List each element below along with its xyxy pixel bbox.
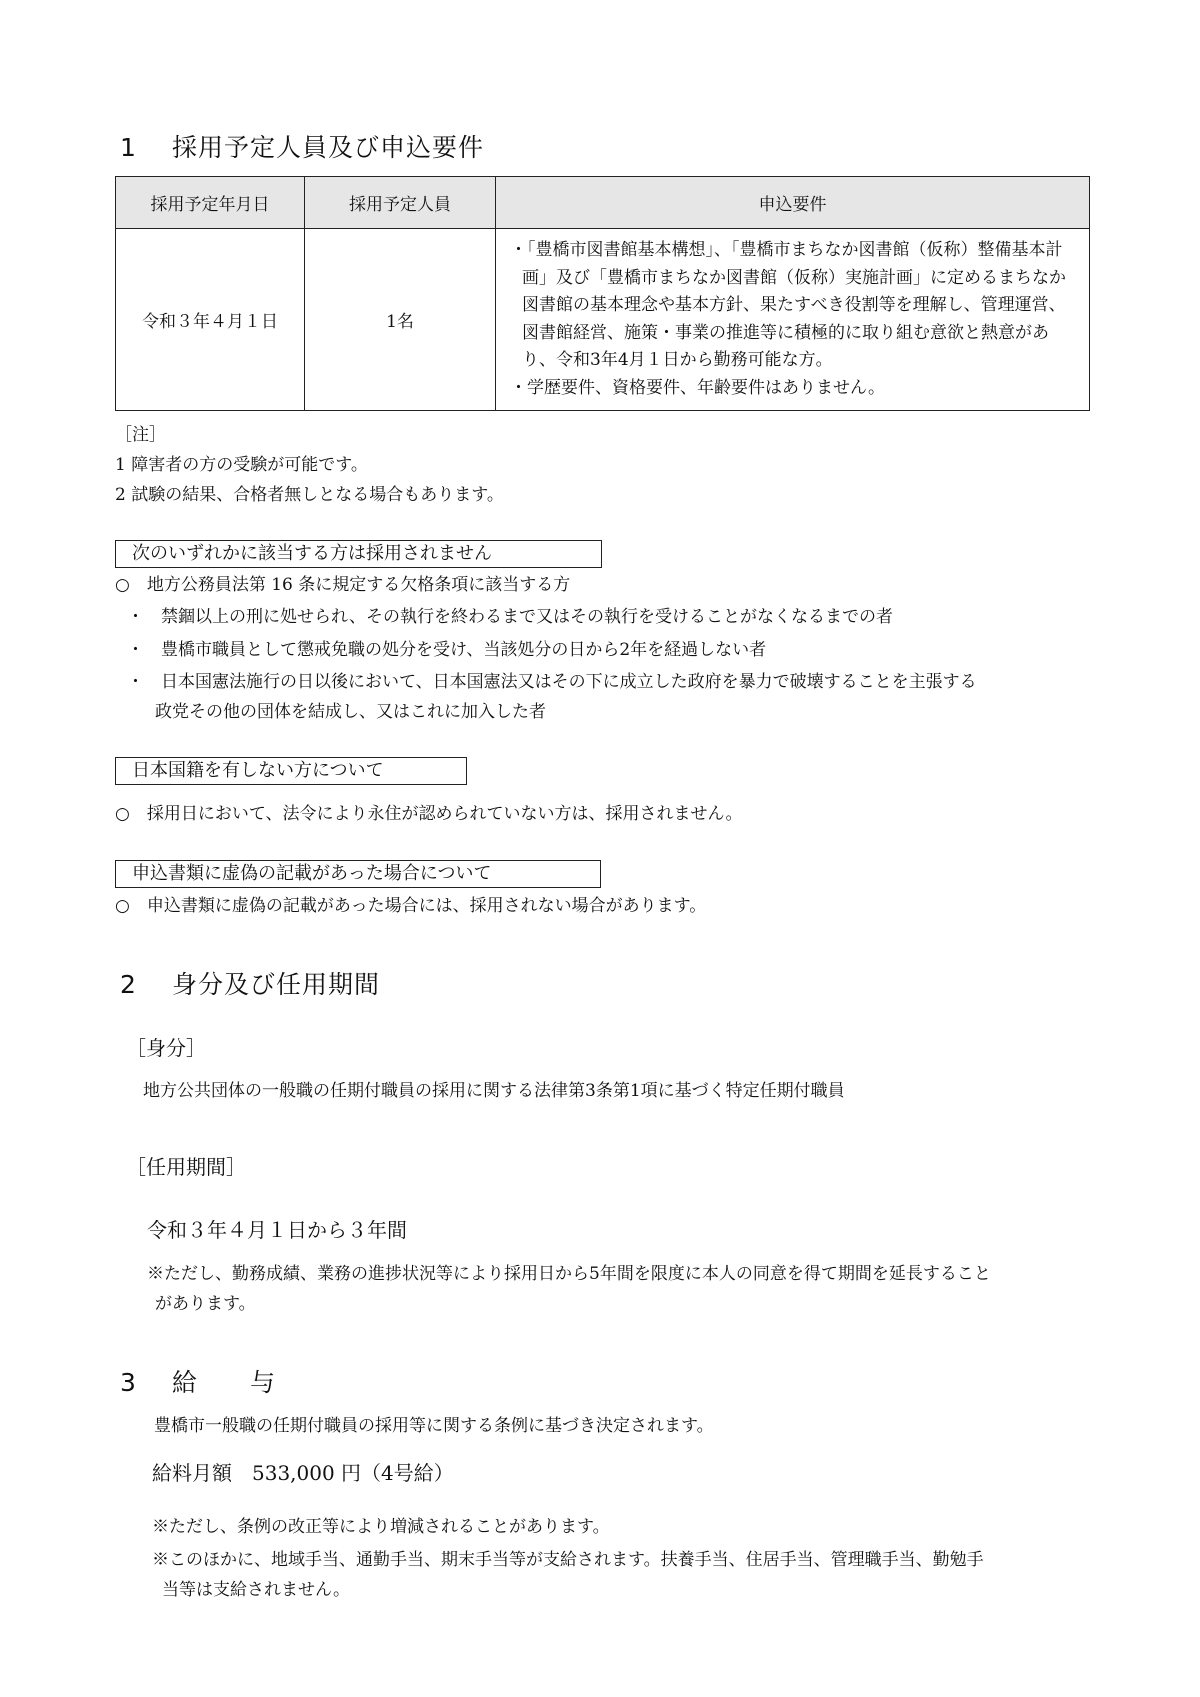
section1-heading <box>120 128 484 164</box>
cell-requirements <box>496 229 1090 411</box>
salary-intro: 豊橋市一般職の任期付職員の採用等に関する条例に基づき決定されます。 <box>154 1416 714 1436</box>
salary-amount: 給料月額 533,000 円（4号給） <box>152 1461 454 1485</box>
salary-note-1: ※ただし、条例の改正等により増減されることがあります。 <box>152 1517 610 1537</box>
section3-title: 給 与 <box>172 1368 277 1397</box>
status-text: 地方公共団体の一般職の任期付職員の採用に関する法律第3条第1項に基づく特定任期付職員 <box>143 1081 845 1101</box>
header-count: 採用予定人員 <box>305 177 496 229</box>
disqualification-lead: ○ 地方公務員法第 16 条に規定する欠格条項に該当する方 <box>115 575 571 595</box>
table-header-row <box>116 177 1090 229</box>
term-note-line1: ※ただし、勤務成績、業務の進捗状況等により採用日から5年間を限度に本人の同意を得て期間を延長すること <box>147 1264 991 1284</box>
false-docs-heading: 申込書類に虚偽の記載があった場合について <box>115 860 601 888</box>
section2-title: 身分及び任用期間 <box>172 970 381 999</box>
requirements-table <box>115 176 1090 411</box>
nationality-text: ○ 採用日において、法令により永住が認められていない方は、採用されません。 <box>115 804 743 824</box>
section3-heading <box>120 1363 276 1399</box>
salary-note-2-line2: 当等は支給されません。 <box>162 1580 351 1600</box>
term-text: 令和３年４月１日から３年間 <box>147 1218 407 1242</box>
nationality-heading: 日本国籍を有しない方について <box>115 757 467 785</box>
term-note-line2: があります。 <box>155 1294 256 1314</box>
disqualification-item-1: ・ 禁錮以上の刑に処せられ、その執行を終わるまで又はその執行を受けることがなくなるまでの者 <box>127 607 894 627</box>
header-requirements: 申込要件 <box>496 177 1090 229</box>
disqualification-item-3-continuation: 政党その他の団体を結成し、又はこれに加入した者 <box>155 702 546 722</box>
section1-number: 1 <box>120 133 137 162</box>
disqualification-item-3: ・ 日本国憲法施行の日以後において、日本国憲法又はその下に成立した政府を暴力で破壊することを主張する <box>127 672 977 692</box>
header-date: 採用予定年月日 <box>116 177 305 229</box>
requirement-item-1: ・「豊橋市図書館基本構想」、「豊橋市まちなか図書館（仮称）整備基本計画」及び「豊橋市まちなか図書館（仮称）実施計画」に定めるまちなか図書館の基本理念や基本方針、果たすべき役割等を理解し、管理運営、図書館経営、施策・事業の推進等に積極的に取り組む意欲と熱意があり、令和3年4月１日から勤務可能な方。 <box>510 240 1066 370</box>
section1-title: 採用予定人員及び申込要件 <box>172 133 485 162</box>
section2-heading <box>120 965 380 1001</box>
disqualification-item-2: ・ 豊橋市職員として懲戒免職の処分を受け、当該処分の日から2年を経過しない者 <box>127 640 767 660</box>
table-row <box>116 229 1090 411</box>
cell-date: 令和３年４月１日 <box>116 229 305 411</box>
section3-number: 3 <box>120 1368 137 1397</box>
false-docs-text: ○ 申込書類に虚偽の記載があった場合には、採用されない場合があります。 <box>115 896 707 916</box>
term-heading: ［任用期間］ <box>126 1155 246 1179</box>
salary-note-2-line1: ※このほかに、地域手当、通勤手当、期末手当等が支給されます。扶養手当、住居手当、管理職手当、勤勉手 <box>152 1550 984 1570</box>
disqualification-heading: 次のいずれかに該当する方は採用されません <box>115 540 602 568</box>
section2-number: 2 <box>120 970 137 999</box>
note-item-1: 1 障害者の方の受験が可能です。 <box>115 455 368 475</box>
note-item-2: 2 試験の結果、合格者無しとなる場合もあります。 <box>115 485 504 505</box>
status-heading: ［身分］ <box>126 1036 206 1060</box>
notes-label: ［注］ <box>115 425 166 445</box>
cell-count: 1名 <box>305 229 496 411</box>
requirement-item-2: ・学歴要件、資格要件、年齢要件はありません。 <box>510 377 886 398</box>
